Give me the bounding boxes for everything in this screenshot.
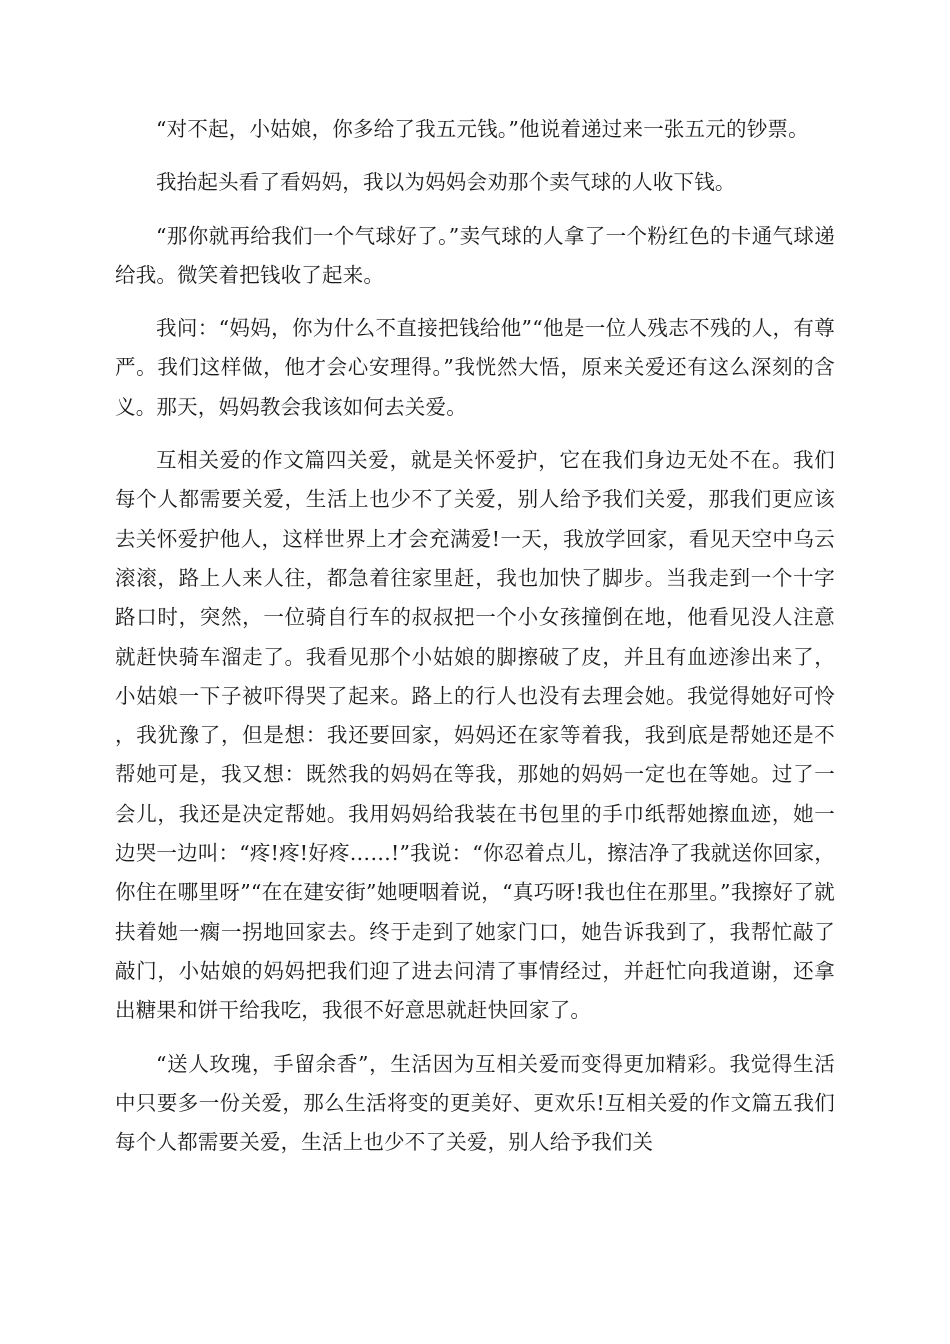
paragraph-4: 我问：“妈妈，你为什么不直接把钱给他”“他是一位人残志不残的人，有尊严。我们这样做，他才会心安理得。”我恍然大悟，原来关爱还有这么深刻的含义。那天，妈妈教会我该如何去关爱。: [115, 316, 835, 419]
paragraph-3: “那你就再给我们一个气球好了。”卖气球的人拿了一个粉红色的卡通气球递给我。微笑着把钱收了起来。: [115, 223, 835, 287]
paragraph-spacer: [115, 203, 835, 217]
document-body: [115, 110, 835, 1162]
paragraph-1: “对不起，小姑娘，你多给了我五元钱。”他说着递过来一张五元的钞票。: [156, 117, 809, 141]
paragraph-spacer: [115, 427, 835, 441]
paragraph-spacer: [115, 295, 835, 309]
paragraph-2: 我抬起头看了看妈妈，我以为妈妈会劝那个卖气球的人收下钱。: [156, 170, 736, 195]
paragraph-5: 互相关爱的作文篇四关爱，就是关怀爱护，它在我们身边无处不在。我们每个人都需要关爱，生活上也少不了关爱，别人给予我们关爱，那我们更应该去关怀爱护他人，这样世界上才会充满爱!一天，我放学回家，看见天空中乌云滚滚，路上人来人往，都急着往家里赶，我也加快了脚步。当我走到一个十字路口时，突然，一位骑自行车的叔叔把一个小女孩撞倒在地，他看见没人注意就赶快骑车溜走了。我看见那个小姑娘的脚擦破了皮，并且有血迹渗出来了，小姑娘一下子被吓得哭了起来。路上的行人也没有去理会她。我觉得她好可怜，我犹豫了，但是想：我还要回家，妈妈还在家等着我，我到底是帮她还是不帮她可是，我又想：既然我的妈妈在等我，那她的妈妈一定也在等她。过了一会儿，我还是决定帮她。我用妈妈给我装在书包里的手巾纸帮她擦血迹，她一边哭一边叫：“疼!疼!好疼……!”我说：“你忍着点儿，擦洁净了我就送你回家，你住在哪里呀”“在在建安街”她哽咽着说，“真巧呀!我也住在那里。”我擦好了就扶着她一瘸一拐地回家去。终于走到了她家门口，她告诉我到了，我帮忙敲了敲门，小姑娘的妈妈把我们迎了进去问清了事情经过，并赶忙向我道谢，还拿出糖果和饼干给我吃，我很不好意思就赶快回家了。: [115, 448, 835, 1023]
paragraph-6: “送人玫瑰，手留余香”，生活因为互相关爱而变得更加精彩。我觉得生活中只要多一份关爱，那么生活将变的更美好、更欢乐!互相关爱的作文篇五我们每个人都需要关爱，生活上也少不了关爱，别人给予我们关: [115, 1051, 835, 1155]
paragraph-spacer: [115, 1031, 835, 1045]
paragraph-spacer: [115, 149, 835, 163]
